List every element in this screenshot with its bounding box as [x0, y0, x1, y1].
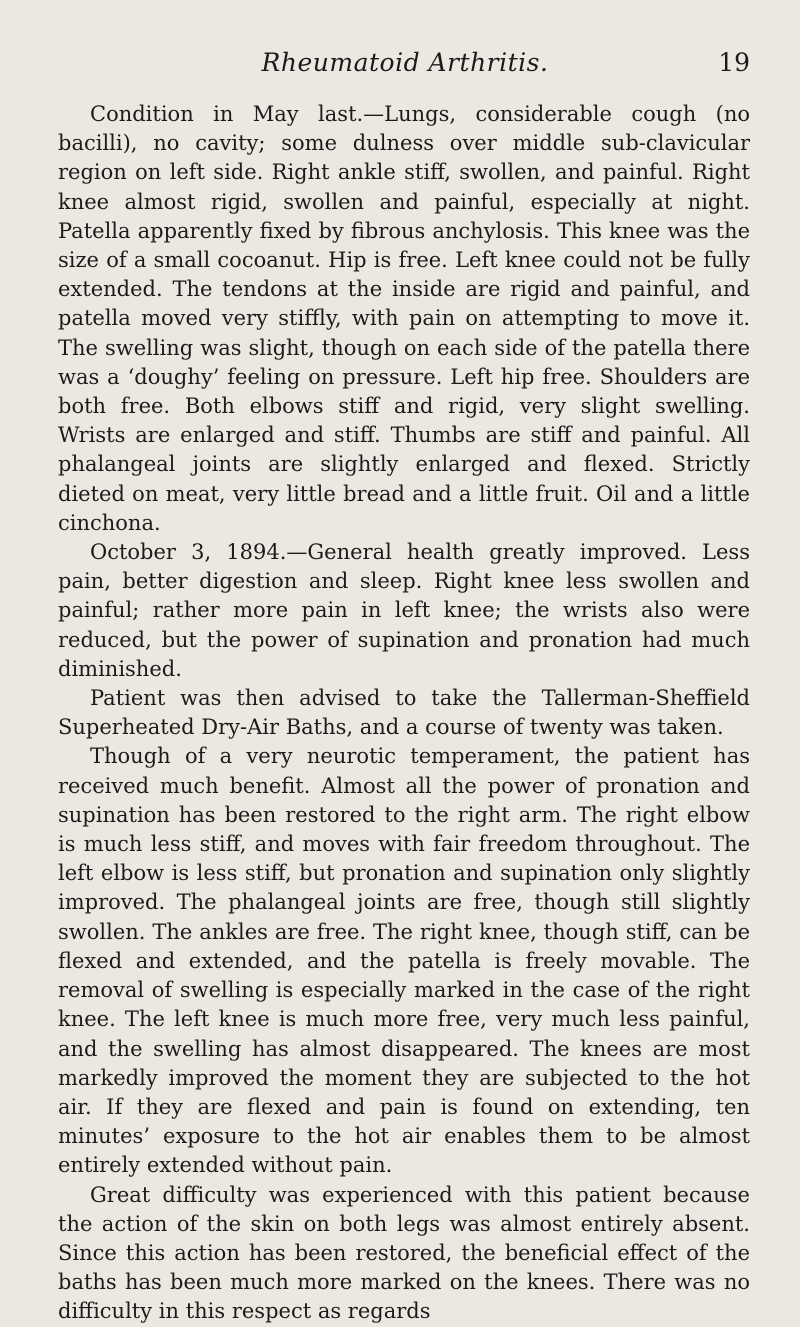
running-head — [60, 48, 750, 88]
paragraph-baths-advised: Patient was then advised to take the Tallerman-Sheffield Superheated Dry-Air Baths, and a course of twenty was taken. — [58, 686, 750, 740]
paragraph-october-1894: October 3, 1894.—General health greatly improved. Less pain, better digestion and sleep. Right knee less swollen and painful; rather more pain in left knee; the wrists also were reduced, but the power of supination and pronation had much diminished. — [58, 540, 750, 681]
body-text — [58, 100, 750, 1327]
page-number: 19 — [718, 48, 750, 77]
paragraph-condition-may: Condition in May last.—Lungs, considerable cough (no bacilli), no cavity; some dulness over middle sub-clavicular region on left side. Right ankle stiff, swollen, and painful. Right knee almost rigid, swollen and painful, especially at night. Patella apparently fixed by fibrous anchylosis. This knee was the size of a small cocoanut. Hip is free. Left knee could not be fully extended. The tendons at the inside are rigid and painful, and patella moved very stiffly, with pain on attempting to move it. The swelling was slight, though on each side of the patella there was a ‘doughy’ feeling on pressure. Left hip free. Shoulders are both free. Both elbows stiff and rigid, very slight swelling. Wrists are enlarged and stiff. Thumbs are stiff and painful. All phalangeal joints are slightly enlarged and flexed. Strictly dieted on meat, very little bread and a little fruit. Oil and a little cinchona. — [58, 102, 750, 535]
running-title: Rheumatoid Arthritis. — [261, 48, 549, 77]
paragraph-benefit: Though of a very neurotic temperament, the patient has received much benefit. Almost all the power of pronation and supination has been restored to the right arm. The right elbow is much less stiff, and moves with fair freedom throughout. The left elbow is less stiff, but pronation and supination only slightly improved. The phalangeal joints are free, though still slightly swollen. The ankles are free. The right knee, though stiff, can be flexed and extended, and the patella is freely movable. The removal of swelling is especially marked in the case of the right knee. The left knee is much more free, very much less painful, and the swelling has almost disappeared. The knees are most markedly improved the moment they are subjected to the hot air. If they are flexed and pain is found on extending, ten minutes’ exposure to the hot air enables them to be almost entirely extended without pain. — [58, 744, 750, 1178]
paragraph-difficulty: Great difficulty was experienced with this patient because the action of the skin on both legs was almost entirely absent. Since this action has been restored, the beneficial effect of the baths has been much more marked on the knees. There was no difficulty in this respect as regards — [58, 1182, 750, 1324]
